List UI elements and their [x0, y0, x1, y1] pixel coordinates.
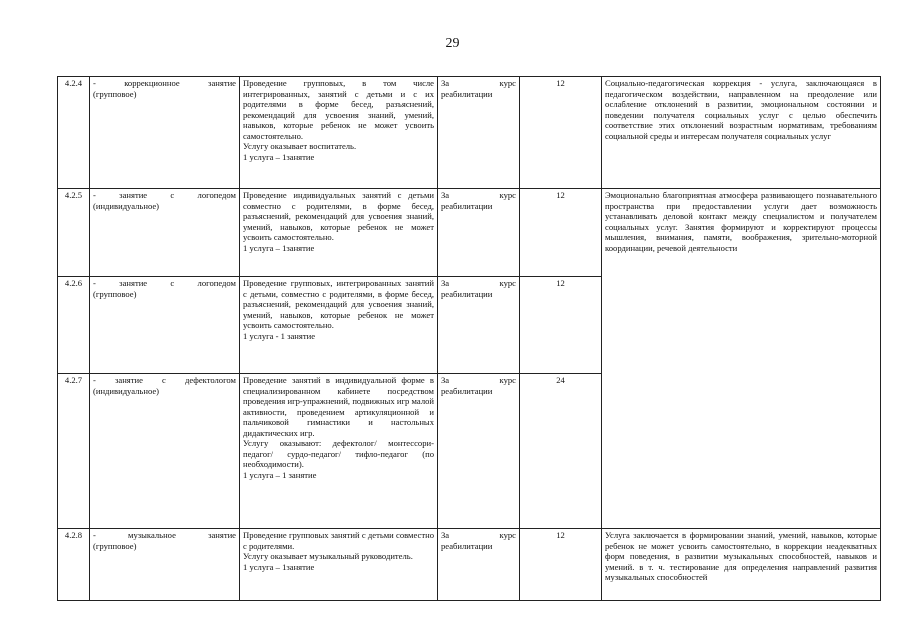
service-term: За курс реабилитации — [438, 374, 520, 529]
service-quantity: 12 — [520, 529, 602, 601]
row-number: 4.2.4 — [58, 77, 90, 189]
description-text: Проведение групповых, интегрированных занятий с детьми, совместно с родителями, в форме бесед, разъяснений, рекомендаций для усвоения знаний, умений, навыков, которые ребенок не может усвоить самостоятельно. — [243, 278, 434, 331]
row-number: 4.2.7 — [58, 374, 90, 529]
service-name — [90, 374, 240, 529]
row-number: 4.2.5 — [58, 189, 90, 277]
row-number: 4.2.8 — [58, 529, 90, 601]
service-quantity: 12 — [520, 277, 602, 374]
service-type: (групповое) — [93, 88, 137, 99]
services-table — [57, 76, 881, 601]
service-description — [240, 529, 438, 601]
service-term: За курс реабилитации — [438, 529, 520, 601]
service-name — [90, 529, 240, 601]
service-term: За курс реабилитации — [438, 77, 520, 189]
service-name — [90, 189, 240, 277]
unit-text: 1 услуга – 1занятие — [243, 242, 315, 253]
service-name-line: - музыкальное занятие — [93, 530, 236, 540]
provider-text: Услугу оказывает воспитатель. — [243, 141, 357, 152]
service-description — [240, 189, 438, 277]
table-row — [58, 77, 881, 189]
service-name — [90, 277, 240, 374]
provider-text: Услугу оказывают: дефектолог/ монтессори-педагог/ сурдо-педагог/ тифло-педагог (по необходимости). — [243, 438, 434, 470]
unit-text: 1 услуга – 1занятие — [243, 151, 315, 162]
service-type: (индивидуальное) — [93, 200, 160, 211]
service-description — [240, 277, 438, 374]
service-quantity: 24 — [520, 374, 602, 529]
service-description — [240, 374, 438, 529]
row-number: 4.2.6 — [58, 277, 90, 374]
unit-text: 1 услуга – 1занятие — [243, 561, 315, 572]
service-name — [90, 77, 240, 189]
service-type: (индивидуальное) — [93, 385, 160, 396]
service-purpose: Социально-педагогическая коррекция - услуга, заключающаяся в педагогическом воздействии, направленном на преодоление или ослабление отклонений в развитии, эмоциональном состоянии и поведении получателя социальных услуг с целью обеспечить соответствие этих отклонений возрастным нормативам, требованиям социальной среды и интересам получателя социальных услуг — [602, 77, 881, 189]
service-description — [240, 77, 438, 189]
service-type: (групповое) — [93, 540, 137, 551]
service-name-line: - занятие с логопедом — [93, 278, 236, 288]
description-text: Проведение индивидуальных занятий с детьми совместно с родителями, в форме бесед, разъяснений, рекомендаций для усвоения знаний, умений, навыков, которые ребенок не может усвоить самостоятельно. — [243, 190, 434, 243]
unit-text: 1 услуга – 1 занятие — [243, 469, 317, 480]
service-name-line: - занятие с дефектологом — [93, 375, 236, 385]
table-row — [58, 529, 881, 601]
service-type: (групповое) — [93, 288, 137, 299]
description-text: Проведение групповых занятий с детьми совместно с родителями. — [243, 530, 434, 551]
table-row — [58, 189, 881, 277]
service-quantity: 12 — [520, 77, 602, 189]
service-name-line: - занятие с логопедом — [93, 190, 236, 200]
description-text: Проведение групповых, в том числе интегрированных, занятий с детьми и с их родителями в форме бесед, разъяснений, рекомендаций для усвоения знаний, умений, навыков, которые ребенок не может усвоить самостоятельно. — [243, 78, 434, 141]
service-purpose: Эмоционально благоприятная атмосфера развивающего познавательного пространства при предоставлении услуги дает возможность устанавливать деловой контакт между специалистом и получателем социальных услуг. Занятия формируют и корректируют процессы мышления, внимания, памяти, воображения, зрительно-моторной координации, речевой деятельности — [602, 189, 881, 529]
description-text: Проведение занятий в индивидуальной форме в специализированном кабинете посредством проведения игр-упражнений, подвижных игр малой активности, проведением артикуляционной и пальчиковой гимнастики и настольных дидактических игр. — [243, 375, 434, 438]
service-purpose: Услуга заключается в формировании знаний, умений, навыков, которые ребенок не может усвоить самостоятельно, в коррекции неадекватных форм поведения, в развитии музыкальных способностей, навыков и умений. в т. ч. тестирование для определения направлений развития музыкальных способностей — [602, 529, 881, 601]
service-quantity: 12 — [520, 189, 602, 277]
service-name-line: - коррекционное занятие — [93, 78, 236, 88]
service-term: За курс реабилитации — [438, 189, 520, 277]
page-number: 29 — [445, 36, 460, 51]
service-term: За курс реабилитации — [438, 277, 520, 374]
unit-text: 1 услуга - 1 занятие — [243, 330, 316, 341]
provider-text: Услугу оказывает музыкальный руководитель. — [243, 551, 413, 562]
